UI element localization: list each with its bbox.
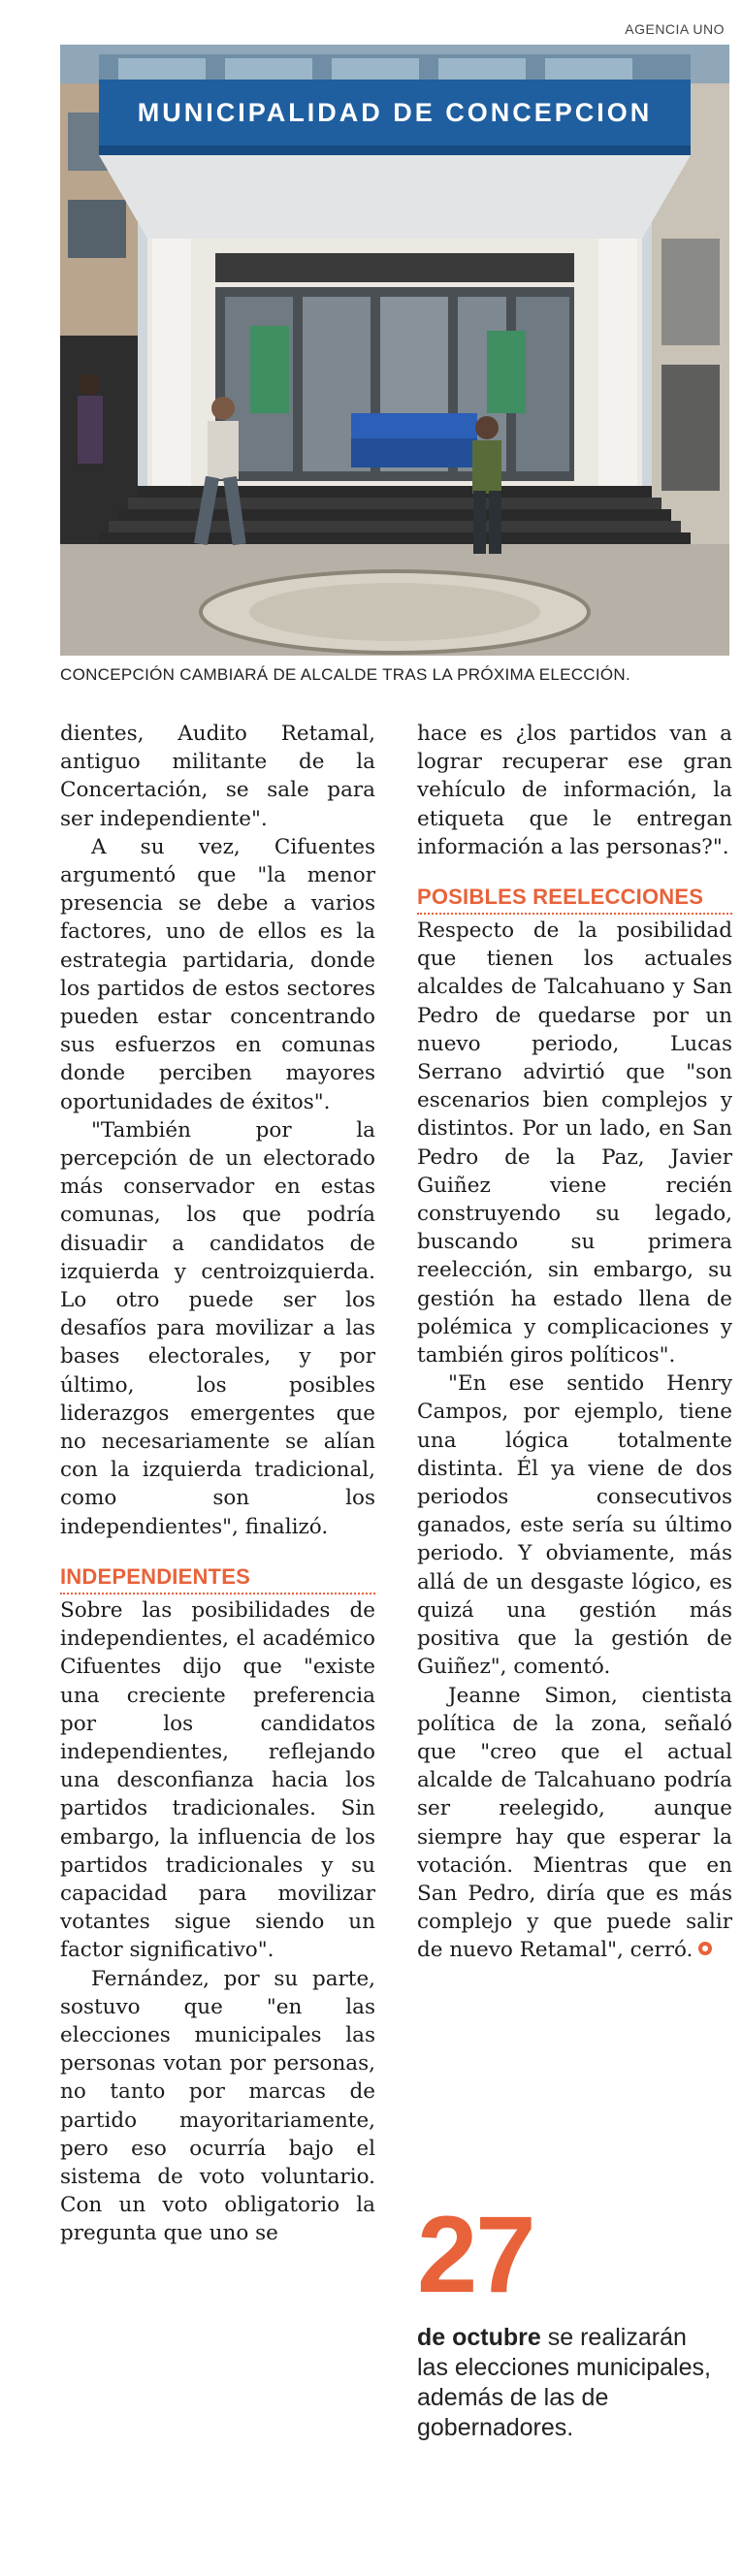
right-paragraph-2: Respecto de la posibilidad que tienen los actuales alcaldes de Talcahuano y San Pedro de quedarse por un nuevo periodo, Lucas Serrano advirtió que "son escenarios bien complejos y distintos. Por un lado, en San Pedro de la Paz, Javier Guiñez viene recién construyendo su legado, buscando su primera reelección, sin embargo, su gestión ha estado llena de polémica y complicaciones y también giros políticos".: [417, 918, 732, 1368]
article-column-right: [417, 720, 732, 1965]
left-paragraph-5: Fernández, por su parte, sostuvo que "en las elecciones municipales las personas votan por personas, no tanto por marcas de partido mayoritariamente, pero eso ocurría bajo el sistema de voto voluntario. Con un voto obligatorio la pregunta que uno se: [60, 1966, 375, 2246]
right-paragraph-4: [417, 1682, 732, 1965]
facade-sign: MUNICIPALIDAD DE CONCEPCION: [137, 98, 653, 127]
right-paragraph-1: hace es ¿los partidos van a lograr recuperar ese gran vehículo de información, la etiqueta que le entregan información a las personas?".: [417, 722, 732, 859]
municipal-building-image: [60, 45, 729, 656]
callout-bold: de octubre: [417, 2324, 541, 2351]
callout-text: [417, 2323, 723, 2443]
left-paragraph-2: A su vez, Cifuentes argumentó que "la menor presencia se debe a varios factores, uno de ellos es la estrategia partidaria, donde los partidos de estos sectores pueden estar concentrando sus esfuerzos en comunas donde perciben mayores oportunidades de éxitos".: [60, 834, 375, 1114]
right-paragraph-3: "En ese sentido Henry Campos, por ejemplo, tiene una lógica totalmente distinta. Él ya viene de dos periodos consecutivos ganados, este sería su último periodo. Y obviamente, más allá de un desgaste lógico, es quizá una gestión más positiva que la gestión de Guiñez", comentó.: [417, 1371, 732, 1680]
left-paragraph-4: Sobre las posibilidades de independientes, el académico Cifuentes dijo que "existe una creciente preferencia por los candidatos independientes, reflejando una desconfianza hacia los partidos tradicionales. Sin embargo, la influencia de los partidos tradicionales y su capacidad para movilizar votantes sigue siendo un factor significativo".: [60, 1597, 375, 1963]
article-photo: [60, 45, 729, 656]
left-paragraph-1: dientes, Audito Retamal, antiguo militante de la Concertación, se sale para ser independiente".: [60, 722, 375, 831]
end-of-article-icon: [698, 1942, 712, 1955]
photo-caption: CONCEPCIÓN CAMBIARÁ DE ALCALDE TRAS LA PRÓXIMA ELECCIÓN.: [60, 665, 631, 684]
section-heading-independientes: INDEPENDIENTES: [60, 1564, 375, 1594]
section-heading-reelecciones: POSIBLES REELECCIONES: [417, 885, 732, 915]
left-paragraph-3: "También por la percepción de un electorado más conservador en estas comunas, los que podría disuadir a candidatos de izquierda y centroizquierda. Lo otro puede ser los desafíos para movilizar a las bases electorales, y por último, los posibles liderazgos emergentes que no necesariamente se alían con la izquierda tradicional, como son los independientes", finalizó.: [60, 1117, 375, 1539]
article-column-left: [60, 720, 375, 2248]
callout-body: se realizarán las elecciones municipales, además de las de gobernadores.: [417, 2324, 711, 2441]
right-paragraph-4-text: Jeanne Simon, cientista política de la zona, señaló que "creo que el actual alcalde de Talcahuano podría ser reelegido, aunque siempre hay que esperar la votación. Mientras que en San Pedro, diría que es más complejo y que puede salir de nuevo Retamal", cerró.: [417, 1683, 732, 1963]
photo-credit: AGENCIA UNO: [625, 21, 725, 37]
callout-number: 27: [417, 2194, 534, 2315]
